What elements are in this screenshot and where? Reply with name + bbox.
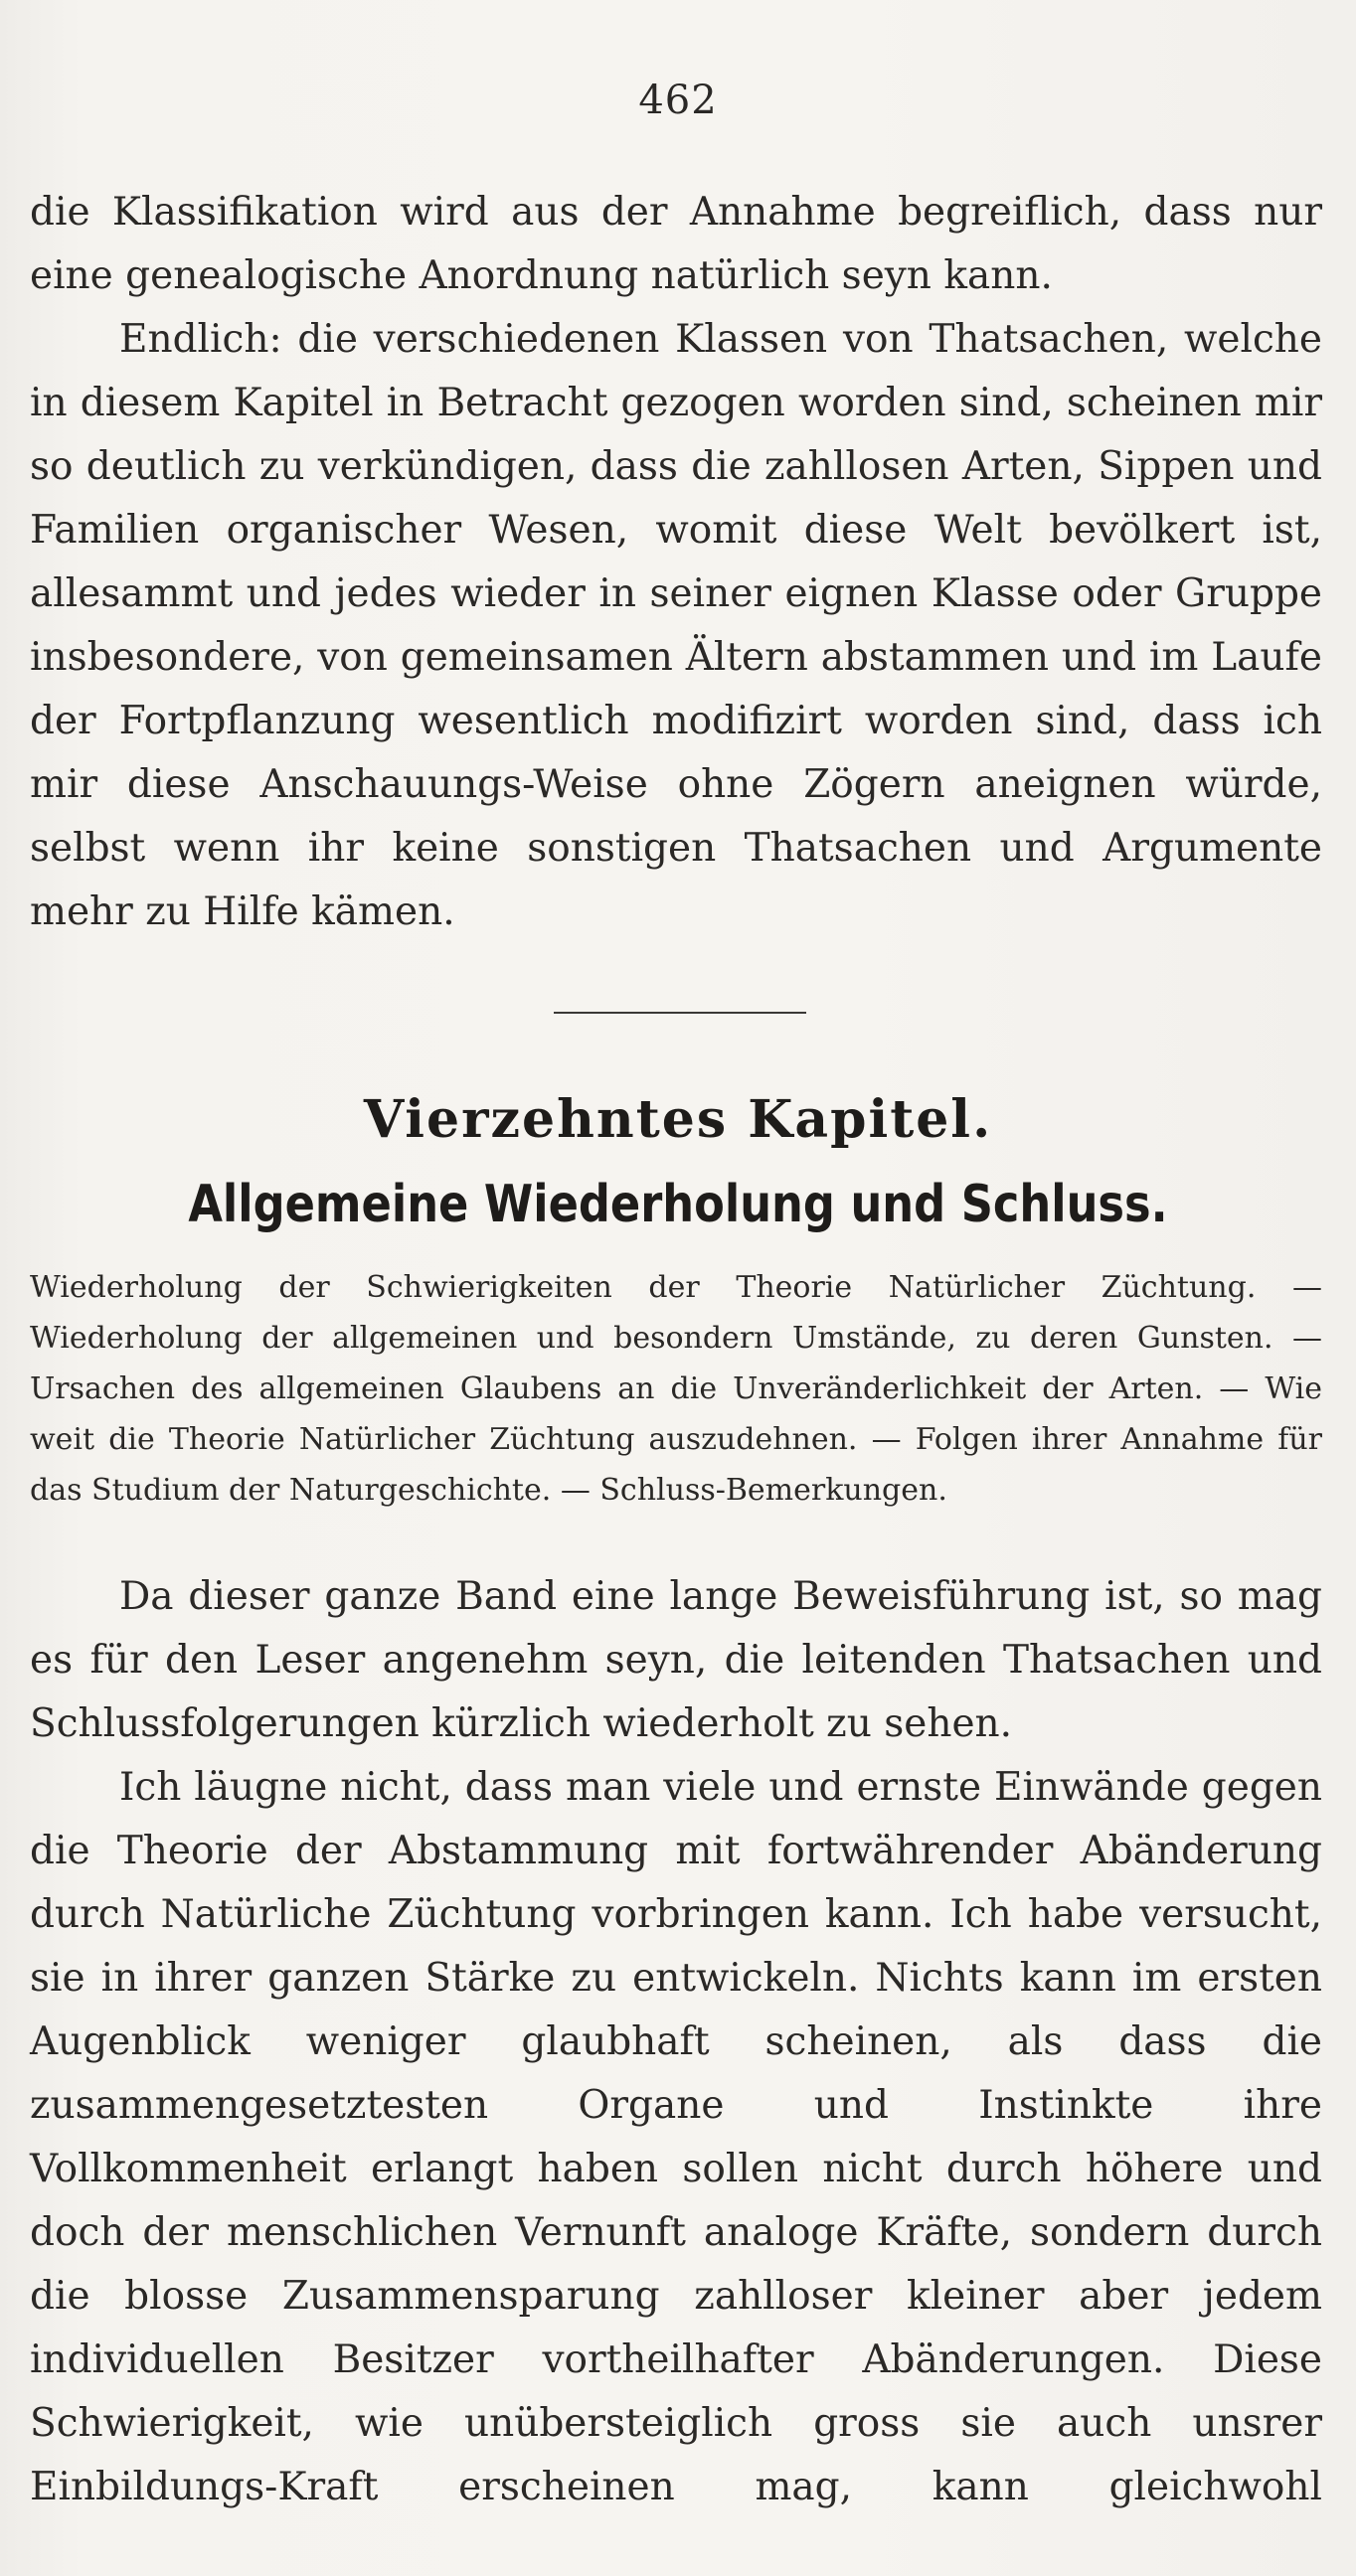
section-divider — [554, 1012, 806, 1014]
conclusion-paragraph-text: Endlich: die verschiedenen Klassen von Thatsachen, welche in diesem Kapitel in Betracht gezogen worden sind, scheinen mir so deutlich zu verkündigen, dass die zahllosen Arten, Sippen und Familien organischer Wesen, womit diese Welt bevölkert ist, allesammt und jedes wieder in seiner eignen Klasse oder Gruppe insbesondere, von gemeinsamen Ältern abstammen und im Laufe der Fortpflanzung wesentlich modifizirt worden sind, dass ich mir diese Anschauungs-Weise ohne Zögern aneignen würde, selbst wenn ihr keine sonstigen Thatsachen und Argumente mehr zu Hilfe kämen. — [30, 317, 1322, 934]
chapter-number-heading: Vierzehntes Kapitel. — [363, 1089, 993, 1150]
continued-paragraph — [30, 181, 1322, 308]
chapter-title-heading: Allgemeine Wiederholung und Schluss. — [188, 1175, 1168, 1234]
chapter-body — [30, 1565, 1322, 2519]
page-number: 462 — [638, 78, 718, 123]
body-paragraph-1: Da dieser ganze Band eine lange Beweisführung ist, so mag es für den Leser angenehm seyn, die leitenden Thatsachen und Schlussfolgerungen kürzlich wiederholt zu sehen. — [30, 1574, 1322, 1746]
continued-paragraph-text: die Klassifikation wird aus der Annahme begreiflich, dass nur eine genealogische Anordnung natürlich seyn kann. — [30, 190, 1322, 298]
body-paragraph-2: Ich läugne nicht, dass man viele und ernste Einwände gegen die Theorie der Abstammung mit fortwährender Abänderung durch Natürliche Züchtung vorbringen kann. Ich habe versucht, sie in ihrer ganzen Stärke zu entwickeln. Nichts kann im ersten Augenblick weniger glaubhaft scheinen, als dass die zusammengesetztesten Organe und Instinkte ihre Vollkommenheit erlangt haben sollen nicht durch höhere und doch der menschlichen Vernunft analoge Kräfte, sondern durch die blosse Zusammensparung zahlloser kleiner aber jedem individuellen Besitzer vortheilhafter Abänderungen. Diese Schwierigkeit, wie unübersteiglich gross sie auch unsrer Einbildungs-Kraft erscheinen mag, kann gleichwohl — [30, 1765, 1322, 2509]
chapter-summary: Wiederholung der Schwierigkeiten der Theorie Natürlicher Züchtung. — Wiederholung der allgemeinen und besondern Umstände, zu deren Gunsten. — Ursachen des allgemeinen Glaubens an die Unveränderlichkeit der Arten. — Wie weit die Theorie Natürlicher Züchtung auszudehnen. — Folgen ihrer Annahme für das Studium der Naturgeschichte. — Schluss-Bemerkungen. — [30, 1270, 1322, 1508]
conclusion-paragraph — [30, 308, 1322, 944]
